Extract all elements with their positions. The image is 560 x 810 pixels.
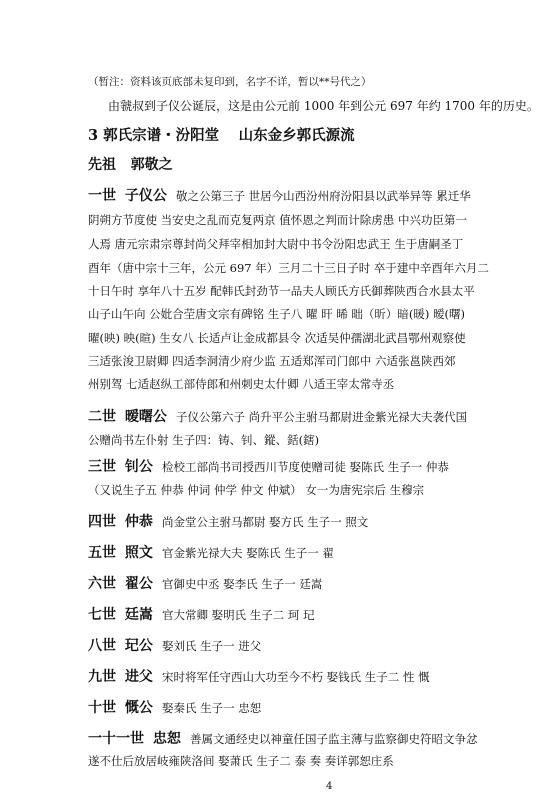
generation-name: 子仪公: [124, 188, 167, 204]
generation-text: 公赠尚书左仆射 生子四：铸、钊、鏦、銛(鎋): [88, 433, 320, 447]
generation-number: 一十一世: [88, 731, 144, 747]
generation-name: 照文: [124, 545, 153, 561]
generation-text: 阴朔方节度使 当安史之乱而克复两京 值怀恩之判而计除虏患 中兴功臣第一: [88, 213, 467, 227]
generation-name: 进父: [124, 669, 153, 685]
generation-text: 官金紫光禄大夫 娶陈氏 生子一 翟: [161, 546, 334, 560]
generation-number: 十世: [88, 700, 116, 716]
generation-number: 七世: [88, 607, 116, 623]
ancestor-line: [88, 154, 173, 174]
generation-name: 仲恭: [124, 514, 153, 530]
generation-entry: [88, 573, 322, 593]
generation-number: 四世: [88, 514, 116, 530]
generation-text: 敬之公第三子 世居今山西汾州府汾阳县以武举异等 累迁华: [175, 189, 471, 203]
generation-entry: [88, 728, 477, 748]
generation-text: 官大常卿 娶明氏 生子二 珂 玘: [161, 608, 315, 622]
generation-number: 八世: [88, 638, 116, 654]
generation-entry: [88, 406, 467, 426]
generation-name: 忠恕: [152, 731, 181, 747]
generation-text: 州别驾 七适赵纵工部侍郎和州刺史太什卿 八适王宰太常寺丞: [88, 377, 395, 391]
generation-number: 三世: [88, 459, 116, 475]
generation-entry: [88, 456, 449, 476]
generation-name: 廷嵩: [124, 607, 153, 623]
generation-name: 慨公: [124, 700, 153, 716]
generation-entry: [88, 604, 315, 624]
editor-note: （暂注：资料该页底部未复印到，名字不详，暂以**号代之）: [88, 76, 372, 88]
generation-entry: [88, 511, 368, 531]
generation-number: 五世: [88, 545, 116, 561]
ancestor-name: 郭敬之: [130, 157, 173, 173]
generation-text: （又说生子五 仲恭 仲词 仲学 仲文 仲斌） 女一为唐宪宗后 生穆宗: [88, 483, 425, 497]
generation-text: 尚金堂公主驸马都尉 娶方氏 生子一 照文: [161, 515, 369, 529]
section-title: 3 郭氏宗谱・汾阳堂 山东金乡郭氏源流: [88, 127, 355, 144]
generation-text: 宋时将军任守西山大功至今不朽 娶钱氏 生子二 性 慨: [161, 670, 430, 684]
generation-text: 山子山午向 公妣合茔唐文宗有碑铭 生子八 曜 旰 晞 昢（昕）暗(暖) 暧(曙): [88, 307, 466, 321]
generation-text: 善属文通经史以神童任国子监主薄与监察御史符昭文争忿: [189, 732, 478, 746]
history-summary: 由虢叔到子仪公诞辰，这是由公元前 1000 年到公元 697 年约 1700 年的历史。: [108, 99, 539, 113]
generation-text: 曜(映) 映(暄) 生女八 长适卢让金成都县令 次适吴仲孺湖北武昌鄂州观察使: [88, 331, 466, 345]
generation-text: 官御史中丞 娶李氏 生子一 廷嵩: [161, 577, 323, 591]
generation-entry: [88, 697, 261, 717]
generation-number: 六世: [88, 576, 116, 592]
generation-text: 人焉 唐元宗肃宗尊封尚父拜宰相加封大尉中书令汾阳忠武王 生于唐嗣圣丁: [88, 237, 464, 251]
generation-entry: [88, 666, 430, 686]
generation-text: 子仪公第六子 尚升平公主驸马都尉进金紫光禄大夫袭代国: [175, 410, 468, 424]
generation-entry: [88, 635, 261, 655]
generation-text: 三适张浚卫尉卿 四适李洞清少府少监 五适郑浑司门郎中 六适张邕陕西郊: [88, 354, 456, 368]
page-number: 4: [326, 781, 333, 792]
generation-text: 十日午时 享年八十五岁 配韩氏封劲节一品夫人顾氏方氏御葬陕西合水县太平: [88, 284, 475, 298]
generation-name: 玘公: [124, 638, 153, 654]
generation-text: 娶刘氏 生子一 进父: [161, 639, 262, 653]
generation-name: 钊公: [124, 459, 153, 475]
generation-text: 娶秦氏 生子一 忠恕: [161, 701, 262, 715]
generation-number: 二世: [88, 409, 116, 425]
generation-entry: [88, 185, 471, 205]
generation-text: 酉年（唐中宗十三年，公元 697 年）三月二十三日子时 卒于建中辛酉年六月二: [88, 261, 489, 275]
generation-number: 九世: [88, 669, 116, 685]
generation-entry: [88, 542, 334, 562]
generation-name: 暧曙公: [124, 409, 167, 425]
generation-name: 翟公: [124, 576, 153, 592]
generation-text: 遂不仕后放居岐雍陕洛间 娶萧氏 生子二 泰 奏 奏详郭恕庄系: [88, 754, 394, 768]
ancestor-label: 先祖: [88, 157, 116, 173]
generation-number: 一世: [88, 188, 116, 204]
generation-text: 检校工部尚书司授西川节度使赠司徒 娶陈氏 生子一 仲恭: [161, 460, 449, 474]
